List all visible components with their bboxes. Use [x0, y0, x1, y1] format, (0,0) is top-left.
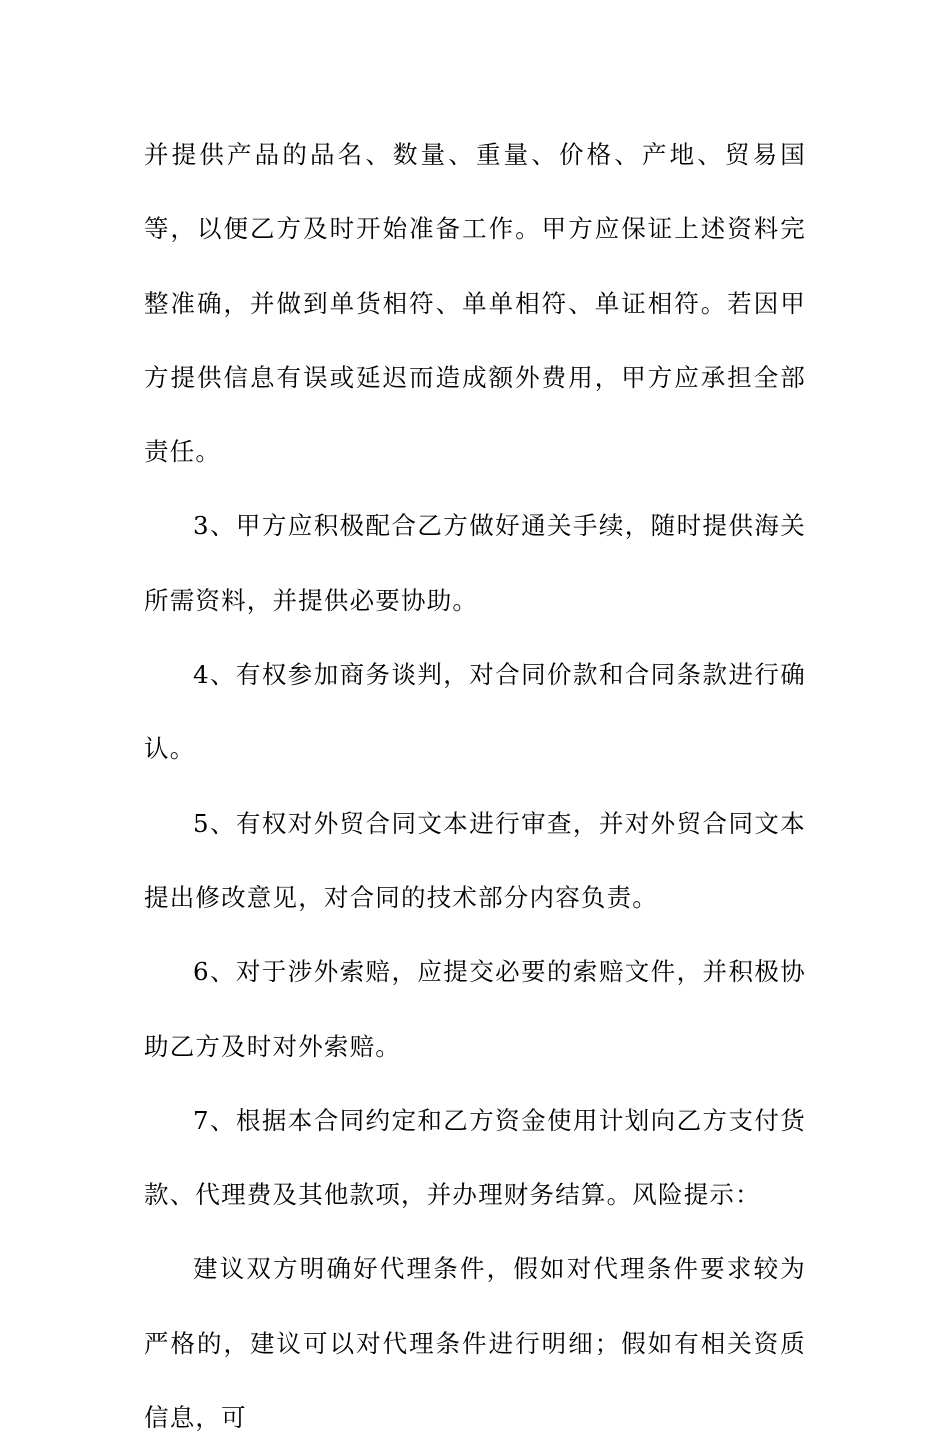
- paragraph-product-info: 并提供产品的品名、数量、重量、价格、产地、贸易国等，以便乙方及时开始准备工作。甲方应保证上述资料完整准确，并做到单货相符、单单相符、单证相符。若因甲方提供信息有误或延迟而造成额外费用，甲方应承担全部责任。: [144, 140, 806, 467]
- paragraph-item-5-contract-review: 5、有权对外贸合同文本进行审查，并对外贸合同文本提出修改意见，对合同的技术部分内容负责。: [144, 808, 806, 912]
- paragraph-item-3-customs: 3、甲方应积极配合乙方做好通关手续，随时提供海关所需资料，并提供必要协助。: [144, 511, 806, 615]
- paragraph-item-7-payment: 7、根据本合同约定和乙方资金使用计划向乙方支付货款、代理费及其他款项，并办理财务结算。风险提示：: [144, 1105, 806, 1210]
- paragraph-item-4-negotiation: 4、有权参加商务谈判，对合同价款和合同条款进行确认。: [144, 660, 806, 764]
- paragraph-item-6-claims: 6、对于涉外索赔，应提交必要的索赔文件，并积极协助乙方及时对外索赔。: [144, 957, 806, 1061]
- paragraph-risk-advice: 建议双方明确好代理条件，假如对代理条件要求较为严格的，建议可以对代理条件进行明细；假如有相关资质信息，可: [144, 1254, 806, 1433]
- document-page: [144, 118, 806, 1455]
